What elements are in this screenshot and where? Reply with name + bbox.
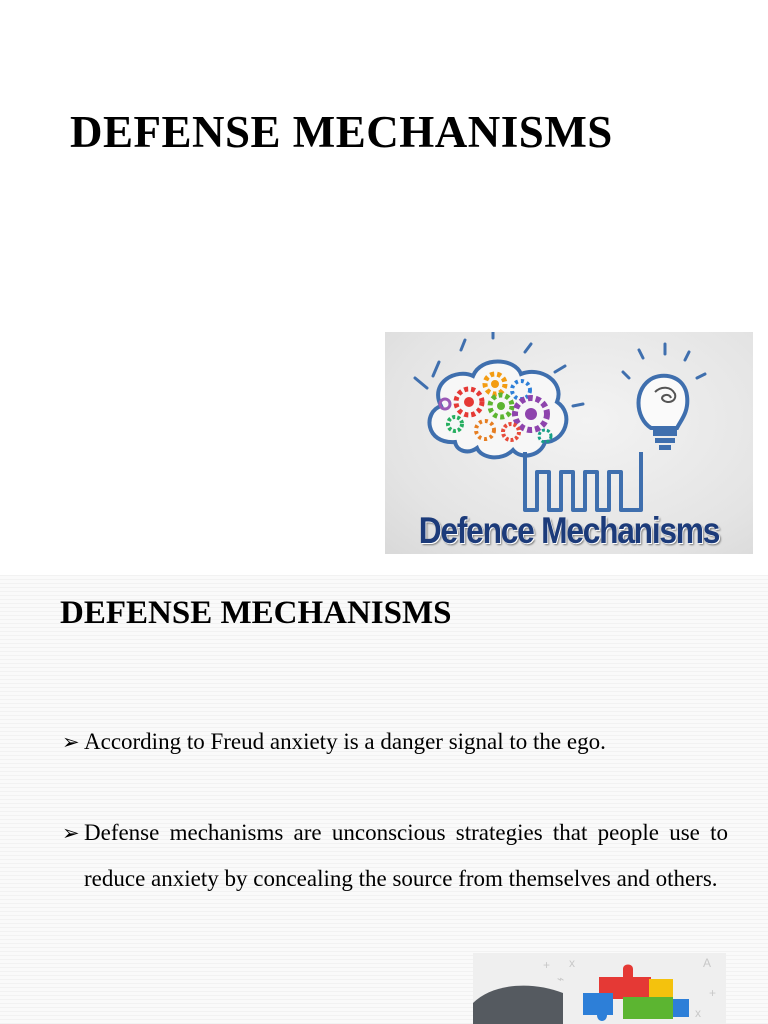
bullet-text: According to Freud anxiety is a danger signal to the ego.	[84, 729, 606, 754]
brain-gears-icon	[429, 362, 566, 458]
puzzle-image	[473, 953, 726, 1024]
puzzle-pieces-icon	[473, 953, 726, 1024]
arrow-bullet-icon: ➢	[62, 730, 80, 754]
arrow-bullet-icon: ➢	[62, 821, 80, 845]
defence-mechanisms-image	[385, 332, 753, 554]
wire	[525, 452, 641, 510]
slide-2	[0, 575, 768, 1024]
bullet-text: Defense mechanisms are unconscious strategies that people use to reduce anxiety by concealing the source from themselves and others.	[84, 820, 728, 891]
svg-text:⌁: ⌁	[557, 972, 565, 986]
svg-text:x: x	[695, 1006, 701, 1020]
svg-text:A: A	[703, 956, 712, 970]
svg-text:+: +	[709, 986, 717, 1000]
bullet-item	[62, 719, 728, 765]
svg-text:x: x	[569, 956, 575, 970]
image-caption: Defence Mechanisms	[418, 510, 720, 551]
slide-1-title: DEFENSE MECHANISMS	[70, 107, 613, 157]
slide-2-title: DEFENSE MECHANISMS	[60, 595, 452, 631]
svg-text:+: +	[543, 958, 551, 972]
lightbulb-icon	[623, 344, 705, 450]
bullet-item	[62, 810, 728, 902]
